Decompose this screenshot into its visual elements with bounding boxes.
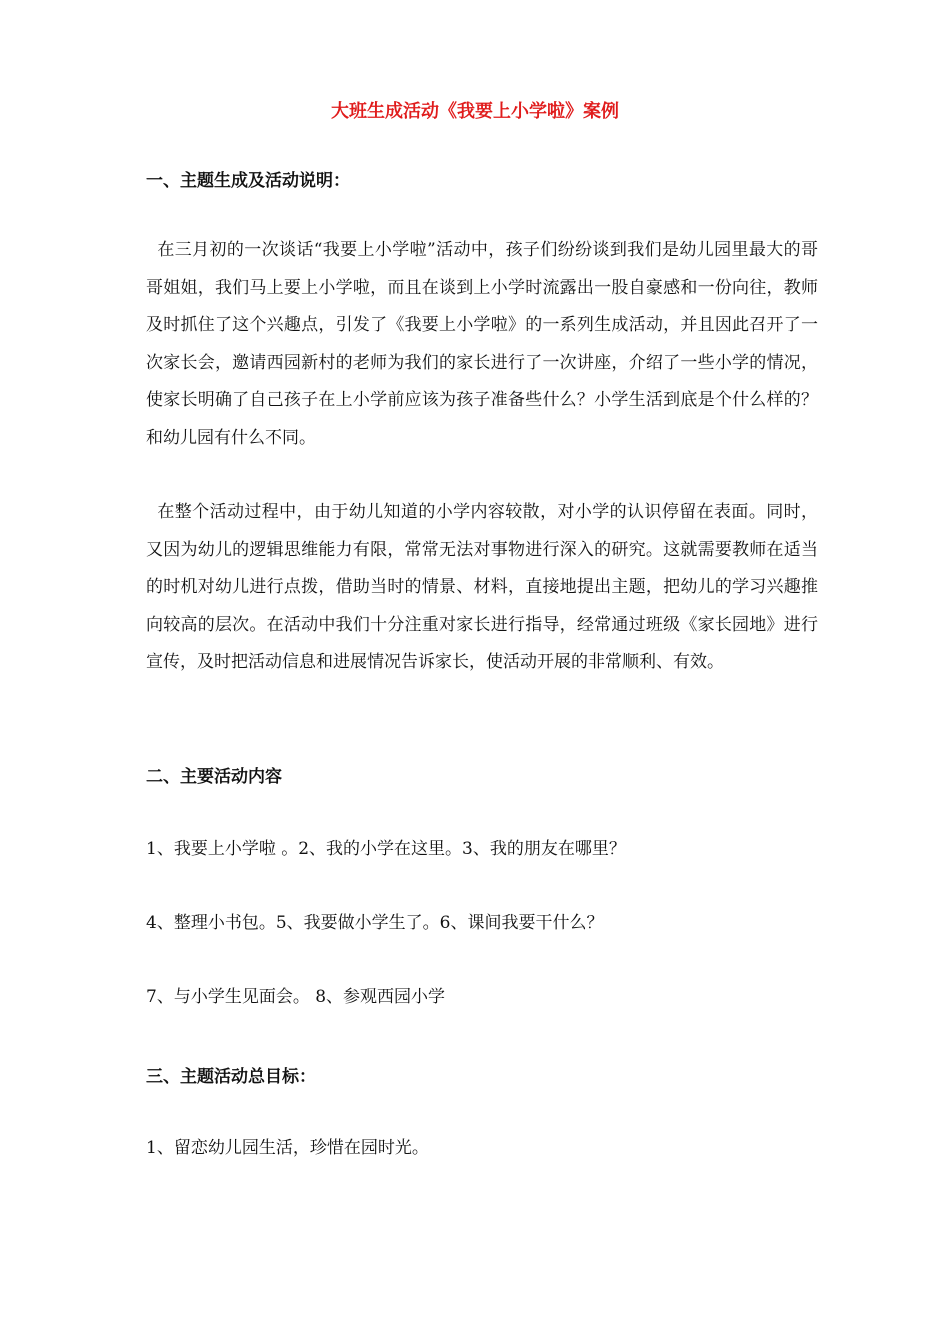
document-title: 大班生成活动《我要上小学啦》案例 xyxy=(331,101,619,122)
paragraph-text: 在整个活动过程中，由于幼儿知道的小学内容较散，对小学的认识停留在表面。同时，又因为幼儿的逻辑思维能力有限，常常无法对事物进行深入的研究。这就需要教师在适当的时机对幼儿进行点拨，借助当时的情景、材料，直接地提出主题，把幼儿的学习兴趣推向较高的层次。在活动中我们十分注重对家长进行指导，经常通过班级《家长园地》进行宣传，及时把活动信息和进展情况告诉家长，使活动开展的非常顺利、有效。 xyxy=(146,502,818,672)
activity-list-line-2: 4、整理小书包。5、我要做小学生了。6、课间我要干什么？ xyxy=(146,913,604,933)
section-heading-3: 三、主题活动总目标： xyxy=(146,1067,316,1087)
section-heading-2: 二、主要活动内容 xyxy=(146,767,282,787)
activity-list-line-1: 1、我要上小学啦 。2、我的小学在这里。3、我的朋友在哪里？ xyxy=(146,839,626,859)
section-1-paragraph-2 xyxy=(146,494,818,682)
activity-list-line-3: 7、与小学生见面会。 8、参观西园小学 xyxy=(146,987,446,1007)
section-1-paragraph-1 xyxy=(146,232,818,457)
section-heading-1: 一、主题生成及活动说明： xyxy=(146,171,350,191)
paragraph-text: 在三月初的一次谈话“我要上小学啦”活动中，孩子们纷纷谈到我们是幼儿园里最大的哥哥姐姐，我们马上要上小学啦，而且在谈到上小学时流露出一股自豪感和一份向往，教师及时抓住了这个兴趣点，引发了《我要上小学啦》的一系列生成活动，并且因此召开了一次家长会，邀请西园新村的老师为我们的家长进行了一次讲座，介绍了一些小学的情况，使家长明确了自己孩子在上小学前应该为孩子准备些什么？小学生活到底是个什么样的？和幼儿园有什么不同。 xyxy=(146,240,818,448)
goal-list-line-1: 1、留恋幼儿园生活，珍惜在园时光。 xyxy=(146,1138,429,1158)
